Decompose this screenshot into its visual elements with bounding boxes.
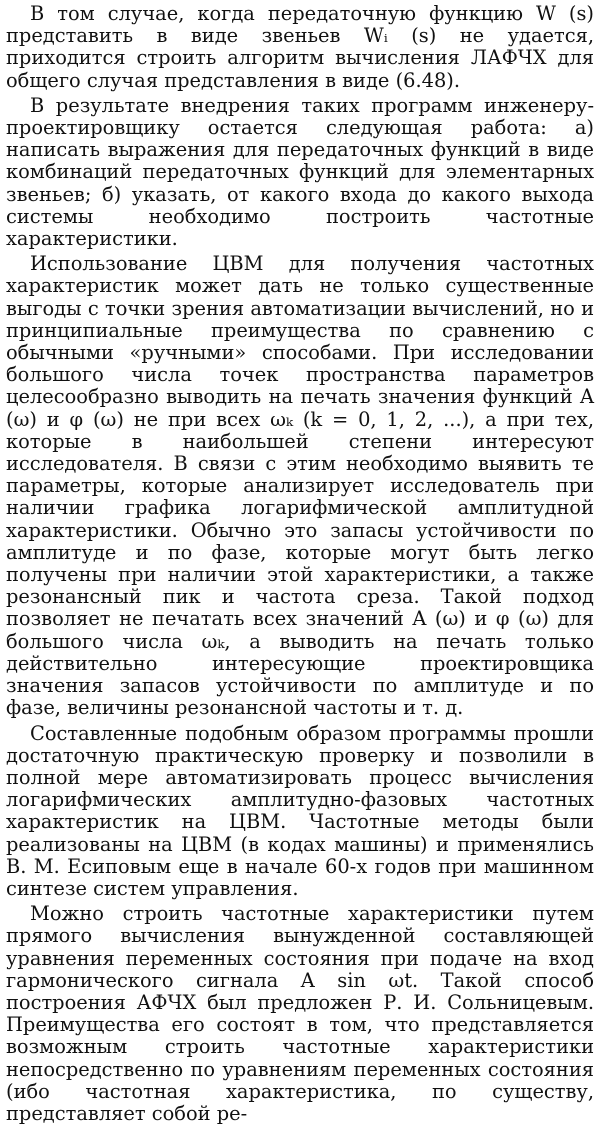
paragraph-5: Можно строить частотные характеристики путем прямого вычисления вынужденной составляющей уравнения переменных состояния при подаче на вход гармонического сигнала A sin ωt. Такой способ построения АФЧХ был предложен Р. И. Сольницевым. Преимущества его состоят в том, что представляется возможным строить частотные характеристики непосредственно по уравнениям переменных состояния (ибо частотная характеристика, по существу, представляет собой ре- <box>6 902 594 1125</box>
paragraph-3: Использование ЦВМ для получения частотных характеристик может дать не только существенные выгоды с точки зрения автоматизации вычислений, но и принципиальные преимущества по сравнению с обычными «ручными» способами. При исследовании большого числа точек пространства параметров целесообразно выводить на печать значения функций A (ω) и φ (ω) не при всех ωₖ (k = 0, 1, 2, ...), а при тех, которые в наибольшей степени интересуют исследователя. В связи с этим необходимо выявить те параметры, которые анализирует исследователь при наличии графика логарифмической амплитудной характеристики. Обычно это запасы устойчивости по амплитуде и по фазе, которые могут быть легко получены при наличии этой характеристики, а также резонансный пик и частота среза. Такой подход позволяет не печатать всех значений A (ω) и φ (ω) для большого числа ωₖ, а выводить на печать только действительно интересующие проектировщика значения запасов устойчивости по амплитуде и по фазе, величины резонансной частоты и т. д. <box>6 252 594 720</box>
paragraph-4: Составленные подобным образом программы прошли достаточную практическую проверку и позволили в полной мере автоматизировать процесс вычисления логарифмических амплитудно-фазовых частотных характеристик на ЦВМ. Частотные методы были реализованы на ЦВМ (в кодах машины) и применялись В. М. Есиповым еще в начале 60-х годов при машинном синтезе систем управления. <box>6 721 594 900</box>
paragraph-2: В результате внедрения таких программ инженеру-проектировщику остается следующая работа: а) написать выражения для передаточных функций в виде комбинаций передаточных функций для элементарных звеньев; б) указать, от какого входа до какого выхода системы необходимо построить частотные характеристики. <box>6 93 594 251</box>
paragraph-1: В том случае, когда передаточную функцию W (s) представить в виде звеньев Wᵢ (s) не удается, приходится строить алгоритм вычисления ЛАФЧХ для общего случая представления в виде (6.48). <box>6 2 594 92</box>
